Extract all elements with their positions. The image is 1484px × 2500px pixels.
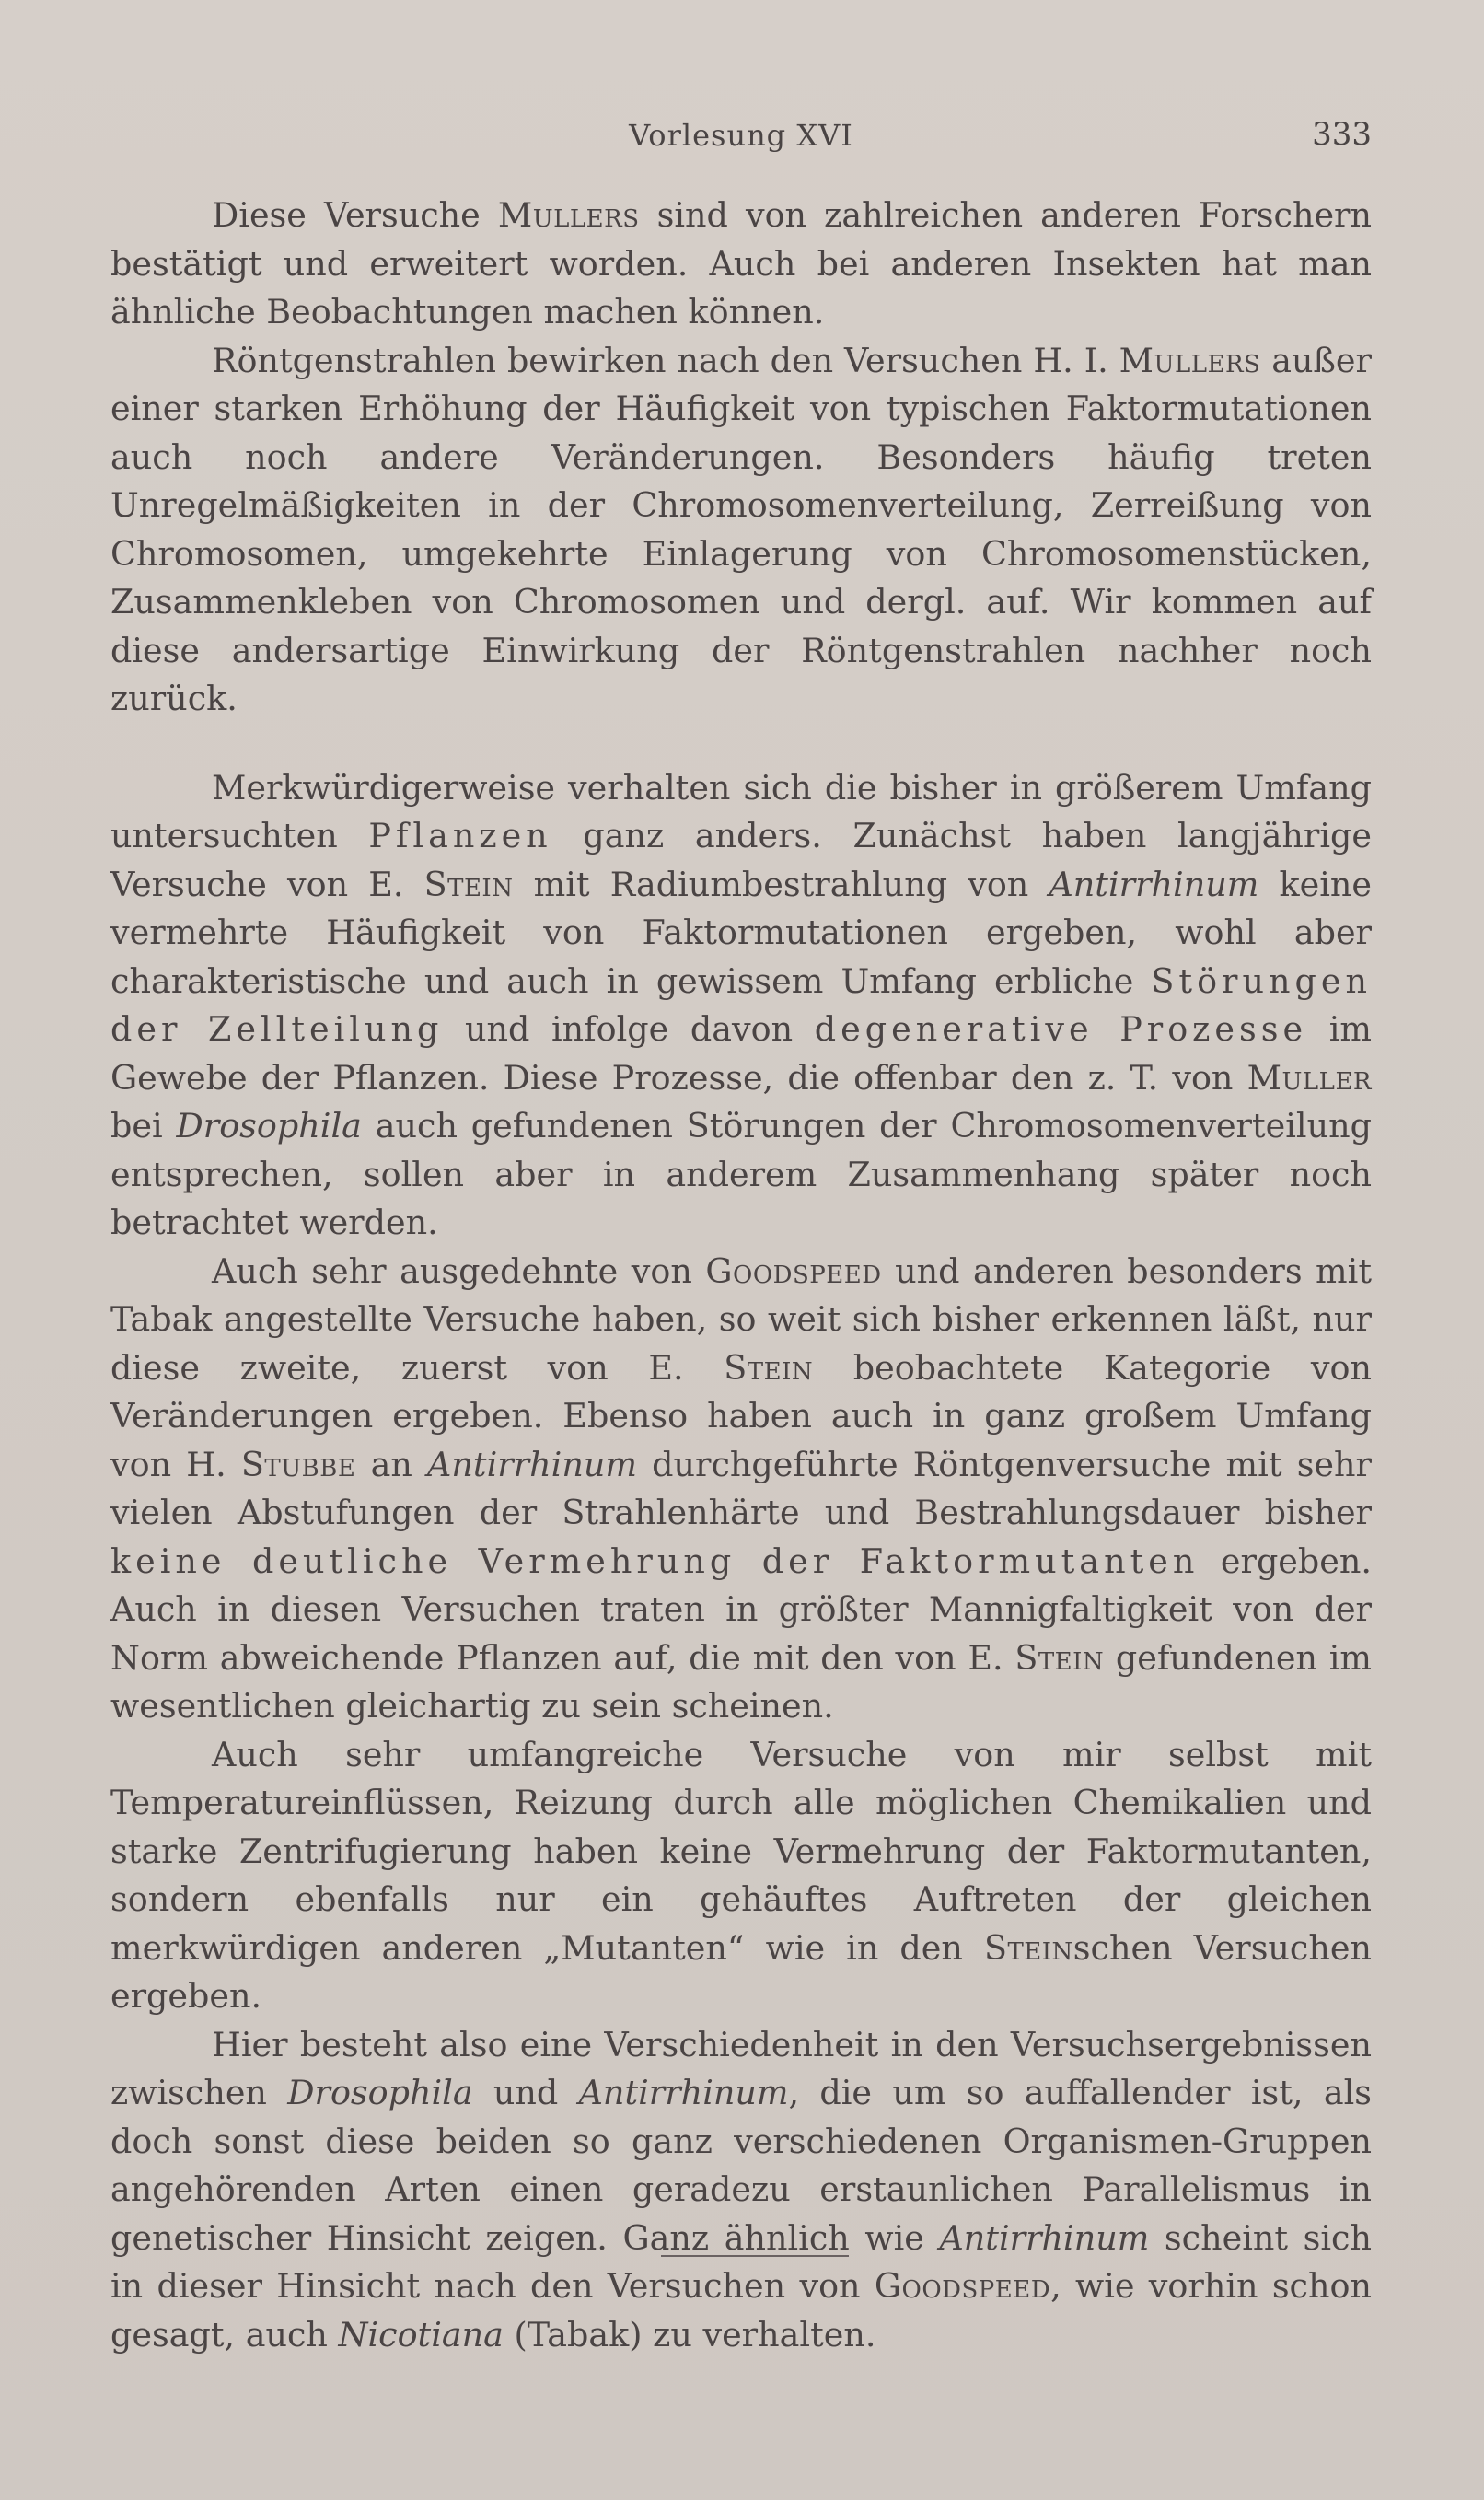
text-run: schen Versuchen ergeben. bbox=[110, 1927, 1372, 2016]
spaced-emphasis: Störungen der Zellteilung bbox=[110, 960, 1372, 1049]
text-run: gefundenen im wesentlichen gleichartig zu sein scheinen. bbox=[110, 1637, 1373, 1726]
page-number: 333 bbox=[1312, 116, 1372, 153]
text-run: (Tabak) zu verhalten. bbox=[503, 2314, 876, 2355]
text-run: Hier besteht also eine Verschiedenheit in den Versuchsergebnissen zwischen bbox=[110, 2024, 1372, 2112]
text-run: ganz anders. Zunächst haben langjährige Versuche von E. bbox=[110, 816, 1372, 904]
text-run: , wie vorhin schon gesagt, auch bbox=[110, 2266, 1372, 2355]
text-run: und bbox=[472, 2073, 579, 2112]
paragraph-1 bbox=[110, 192, 1372, 337]
genus-name: Drosophila bbox=[287, 2073, 473, 2112]
text-run: beobachtete Kategorie von Veränderungen ergeben. Ebenso haben auch in ganz großem Umfang von H. bbox=[110, 1347, 1372, 1484]
body-text bbox=[110, 192, 1372, 2359]
genus-name: Drosophila bbox=[176, 1106, 362, 1145]
text-run: Diese Versuche bbox=[212, 195, 498, 235]
text-run: Röntgenstrahlen bewirken nach den Versuchen H. I. bbox=[212, 340, 1119, 380]
author-name: Stubbe bbox=[240, 1444, 356, 1484]
text-run: scheint sich in dieser Hinsicht nach den Versuchen von bbox=[110, 2217, 1372, 2306]
genus-name: Nicotiana bbox=[338, 2314, 504, 2355]
genus-name: Antirrhinum bbox=[939, 2217, 1150, 2258]
author-name: Muller bbox=[1246, 1057, 1372, 1098]
genus-name: Antirrhinum bbox=[427, 1444, 637, 1484]
text-run: und infolge davon bbox=[443, 1009, 815, 1049]
paragraph-6 bbox=[110, 2021, 1372, 2360]
spaced-emphasis: Pflanzen bbox=[368, 816, 552, 855]
genus-name: Antirrhinum bbox=[1049, 864, 1259, 904]
author-name: Stein bbox=[983, 1927, 1073, 1968]
genus-name: Antirrhinum bbox=[578, 2073, 789, 2112]
text-run: keine vermehrte Häufigkeit von Faktormutationen ergeben, wohl aber charakteristische und auch in gewissem Umfang erbliche bbox=[110, 864, 1372, 1001]
text-run: außer einer starken Erhöhung der Häufigkeit von typischen Faktormutationen auch noch andere Veränderungen. Besonders häufig treten Unregelmäßigkeiten in der Chromosomenverteilung, Zerreißung von Chromosomen, umgekehrte Einlagerung von Chromosomenstücken, Zusammenkleben von Chromosomen und dergl. auf. Wir kommen auf diese andersartige Einwirkung der Röntgenstrahlen nachher noch zurück. bbox=[110, 340, 1372, 718]
paragraph-3 bbox=[110, 764, 1372, 1248]
text-run: Merkwürdigerweise verhalten sich die bisher in größerem Umfang untersuchten bbox=[110, 767, 1372, 855]
author-name: Goodspeed bbox=[705, 1250, 882, 1291]
text-run: bei bbox=[110, 1106, 177, 1145]
text-run: durchgeführte Röntgenversuche mit sehr vielen Abstufungen der Strahlenhärte und Bestrahlungsdauer bisher bbox=[110, 1444, 1372, 1532]
text-run: und anderen besonders mit Tabak angestellte Versuche haben, so weit sich bisher erkennen läßt, nur diese zweite, zuerst von E. bbox=[110, 1250, 1372, 1388]
page-header bbox=[110, 110, 1372, 166]
spaced-emphasis: keine deutliche Vermehrung der Faktormutanten bbox=[110, 1541, 1200, 1581]
spaced-emphasis: degenerative Prozesse bbox=[814, 1009, 1308, 1049]
section-end-rule bbox=[661, 2255, 849, 2257]
text-run: Auch sehr umfangreiche Versuche von mir selbst mit Temperatureinflüssen, Reizung durch alle möglichen Chemikalien und starke Zentrifugierung haben keine Vermehrung der Faktormutanten, sondern ebenfalls nur ein gehäuftes Auftreten der gleichen merkwürdigen anderen „Mutanten“ wie in den bbox=[110, 1734, 1372, 1968]
text-run: auch gefundenen Störungen der Chromosomenverteilung entsprechen, sollen aber in anderem Zusammenhang später noch betrachtet werden. bbox=[110, 1106, 1372, 1242]
author-name: Mullers bbox=[497, 195, 640, 235]
text-run: sind von zahlreichen anderen Forschern bestätigt und erweitert worden. Auch bei anderen Insekten hat man ähnliche Beobachtungen machen können. bbox=[110, 195, 1373, 331]
text-run: ergeben. Auch in diesen Versuchen traten in größter Mannigfaltigkeit von der Norm abweichende Pflanzen auf, die mit den von E. bbox=[110, 1541, 1372, 1678]
paragraph-4 bbox=[110, 1248, 1372, 1731]
running-head: Vorlesung XVI bbox=[629, 118, 853, 153]
text-run: , die um so auffallender ist, als doch sonst diese beiden so ganz verschiedenen Organismen-Gruppen angehörenden Arten einen geradezu erstaunlichen Parallelismus in genetischer Hinsicht zeigen. Ganz ähnlich wie bbox=[110, 2073, 1372, 2258]
author-name: Mullers bbox=[1119, 340, 1261, 380]
author-name: Goodspeed bbox=[874, 2266, 1051, 2306]
paragraph-5 bbox=[110, 1731, 1372, 2021]
text-run: an bbox=[355, 1444, 428, 1484]
text-run: im Gewebe der Pflanzen. Diese Prozesse, die offenbar den z. T. von bbox=[110, 1009, 1372, 1098]
paragraph-2 bbox=[110, 337, 1372, 724]
text-run: Auch sehr ausgedehnte von bbox=[212, 1250, 706, 1291]
author-name: Stein bbox=[1014, 1637, 1105, 1678]
text-run: mit Radiumbestrahlung von bbox=[513, 864, 1049, 904]
author-name: Stein bbox=[423, 864, 514, 904]
author-name: Stein bbox=[724, 1347, 814, 1388]
